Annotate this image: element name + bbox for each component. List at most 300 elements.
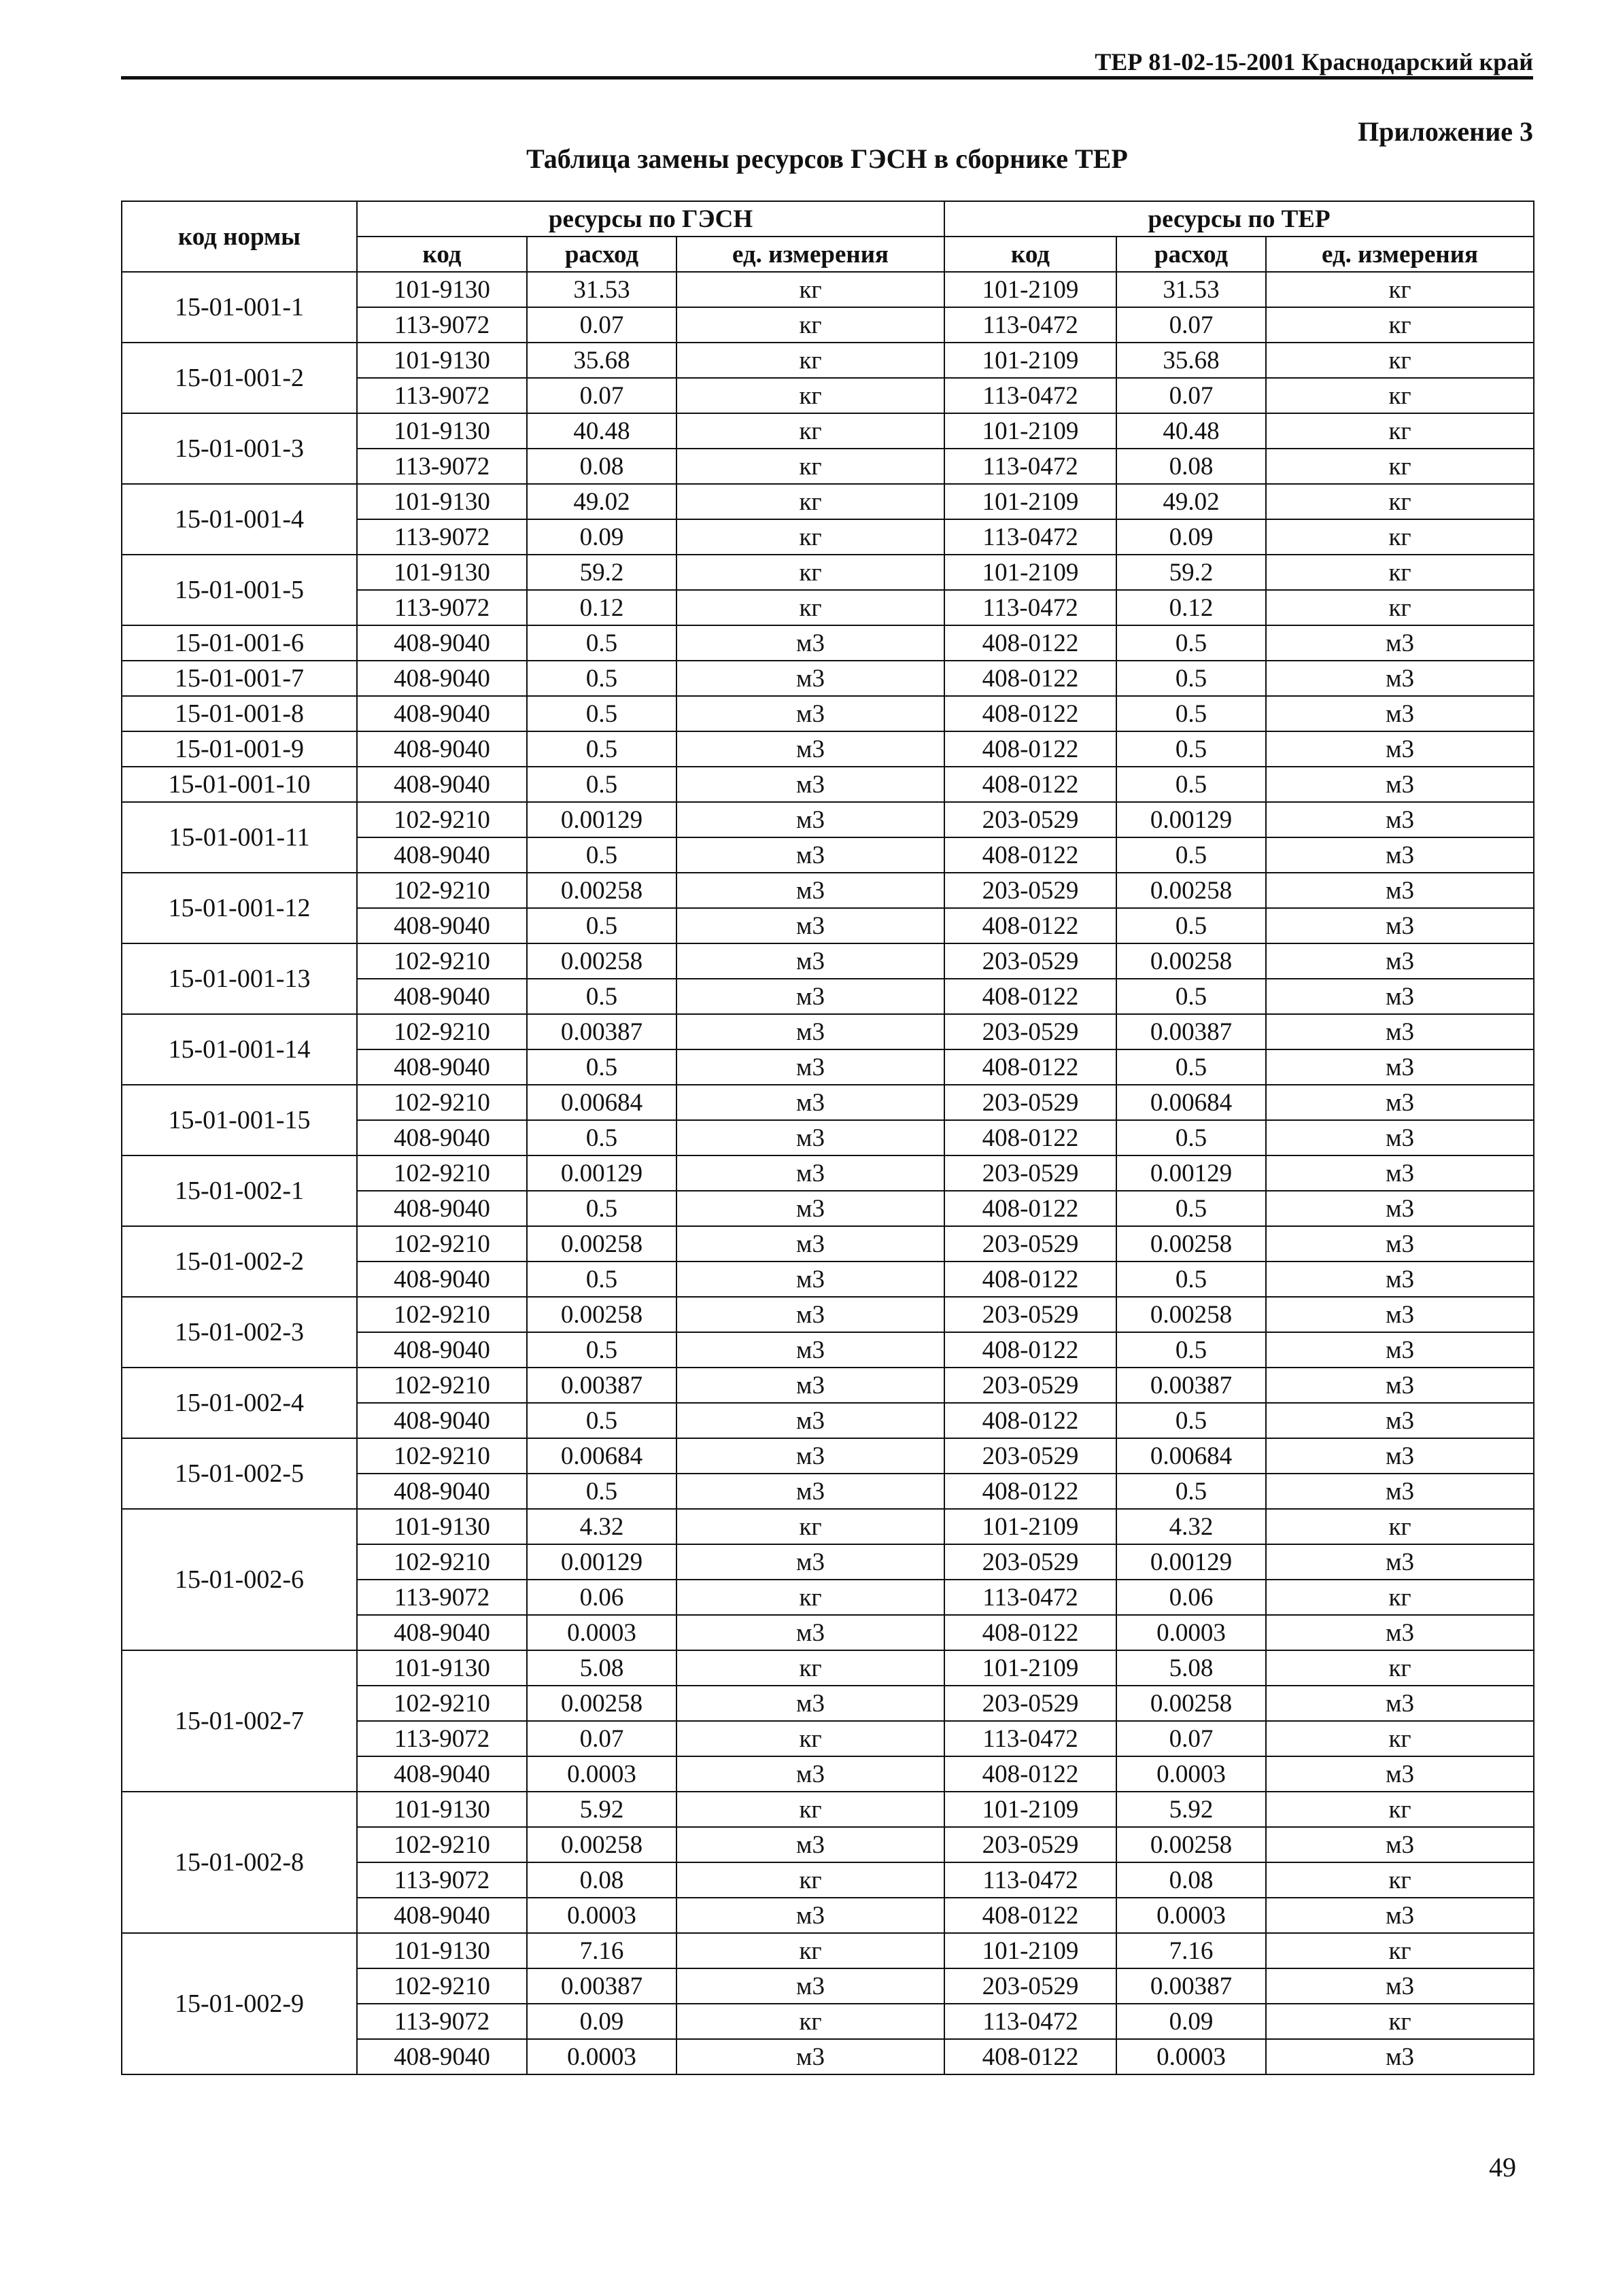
ter-code-cell: 203-0529	[944, 1085, 1116, 1120]
table-title: Таблица замены ресурсов ГЭСН в сборнике ТЕР	[526, 143, 1128, 174]
ter-amount-cell: 0.5	[1116, 696, 1266, 731]
ter-code-cell: 408-0122	[944, 2039, 1116, 2074]
ter-amount-cell: 0.00258	[1116, 943, 1266, 979]
gesn-unit-cell: м3	[676, 837, 944, 873]
gesn-code-cell: 408-9040	[357, 1191, 527, 1226]
ter-code-cell: 113-0472	[944, 1862, 1116, 1898]
norm-code-cell: 15-01-001-11	[122, 802, 357, 873]
norm-code-cell: 15-01-001-5	[122, 555, 357, 625]
gesn-unit-cell: м3	[676, 1262, 944, 1297]
gesn-amount-cell: 0.00258	[527, 943, 676, 979]
ter-unit-cell: м3	[1266, 1368, 1534, 1403]
ter-code-cell: 408-0122	[944, 979, 1116, 1014]
gesn-unit-cell: м3	[676, 1297, 944, 1332]
ter-code-cell: 113-0472	[944, 378, 1116, 413]
gesn-code-cell: 101-9130	[357, 1933, 527, 1968]
gesn-code-cell: 113-9072	[357, 519, 527, 555]
ter-amount-cell: 0.09	[1116, 2004, 1266, 2039]
gesn-amount-cell: 0.00258	[527, 1686, 676, 1721]
ter-amount-cell: 0.00258	[1116, 1297, 1266, 1332]
gesn-unit-cell: кг	[676, 484, 944, 519]
norm-code-cell: 15-01-001-4	[122, 484, 357, 555]
gesn-code-cell: 113-9072	[357, 1862, 527, 1898]
gesn-code-cell: 113-9072	[357, 1580, 527, 1615]
gesn-amount-cell: 0.5	[527, 1262, 676, 1297]
gesn-unit-cell: м3	[676, 802, 944, 837]
ter-amount-cell: 0.5	[1116, 661, 1266, 696]
ter-code-cell: 101-2109	[944, 1650, 1116, 1686]
ter-unit-cell: м3	[1266, 1898, 1534, 1933]
gesn-code-cell: 113-9072	[357, 449, 527, 484]
ter-unit-cell: м3	[1266, 1014, 1534, 1049]
gesn-unit-cell: кг	[676, 272, 944, 307]
ter-amount-cell: 0.09	[1116, 519, 1266, 555]
ter-code-cell: 203-0529	[944, 1968, 1116, 2004]
gesn-amount-cell: 5.08	[527, 1650, 676, 1686]
table-row	[122, 731, 1534, 767]
ter-amount-cell: 31.53	[1116, 272, 1266, 307]
gesn-code-cell: 102-9210	[357, 1368, 527, 1403]
gesn-code-cell: 408-9040	[357, 2039, 527, 2074]
norm-code-cell: 15-01-002-3	[122, 1297, 357, 1368]
ter-code-cell: 113-0472	[944, 449, 1116, 484]
gesn-code-cell: 102-9210	[357, 1544, 527, 1580]
gesn-code-cell: 102-9210	[357, 943, 527, 979]
gesn-code-cell: 102-9210	[357, 802, 527, 837]
ter-code-cell: 203-0529	[944, 1827, 1116, 1862]
gesn-amount-cell: 0.00684	[527, 1085, 676, 1120]
norm-code-cell: 15-01-001-3	[122, 413, 357, 484]
gesn-code-cell: 113-9072	[357, 590, 527, 625]
gesn-amount-cell: 0.0003	[527, 2039, 676, 2074]
gesn-code-cell: 102-9210	[357, 1226, 527, 1262]
ter-unit-cell: кг	[1266, 519, 1534, 555]
group-ter-header: ресурсы по ТЕР	[944, 201, 1534, 237]
gesn-amount-cell: 0.5	[527, 1049, 676, 1085]
ter-code-cell: 113-0472	[944, 2004, 1116, 2039]
ter-unit-cell: м3	[1266, 696, 1534, 731]
appendix-label: Приложение 3	[1358, 116, 1533, 147]
ter-unit-cell: кг	[1266, 413, 1534, 449]
ter-unit-cell: кг	[1266, 1933, 1534, 1968]
ter-code-cell: 203-0529	[944, 1155, 1116, 1191]
norm-code-cell: 15-01-002-6	[122, 1509, 357, 1650]
table-row	[122, 413, 1534, 449]
ter-unit-cell: м3	[1266, 1191, 1534, 1226]
resource-replacement-table	[121, 201, 1534, 2075]
gesn-unit-cell: кг	[676, 1792, 944, 1827]
ter-unit-cell: кг	[1266, 555, 1534, 590]
gesn-code-cell: 408-9040	[357, 1615, 527, 1650]
gesn-unit-cell: м3	[676, 979, 944, 1014]
ter-code-cell: 408-0122	[944, 1262, 1116, 1297]
ter-unit-cell: м3	[1266, 908, 1534, 943]
gesn-unit-cell: кг	[676, 1862, 944, 1898]
ter-amount-cell: 0.5	[1116, 1049, 1266, 1085]
ter-unit-cell: кг	[1266, 1580, 1534, 1615]
ter-amount-cell: 0.07	[1116, 378, 1266, 413]
ter-code-cell: 203-0529	[944, 1014, 1116, 1049]
table-row	[122, 555, 1534, 590]
ter-amount-cell: 0.5	[1116, 1403, 1266, 1438]
table-row	[122, 484, 1534, 519]
ter-code-cell: 408-0122	[944, 837, 1116, 873]
gesn-amount-cell: 4.32	[527, 1509, 676, 1544]
gesn-unit-cell: м3	[676, 1226, 944, 1262]
ter-unit-cell: м3	[1266, 1155, 1534, 1191]
ter-amount-cell: 0.5	[1116, 1120, 1266, 1155]
norm-code-cell: 15-01-002-2	[122, 1226, 357, 1297]
ter-code-cell: 101-2109	[944, 555, 1116, 590]
ter-unit-cell: кг	[1266, 378, 1534, 413]
header-rule	[121, 76, 1533, 80]
ter-unit-cell: м3	[1266, 731, 1534, 767]
sub-header: расход	[1116, 237, 1266, 272]
gesn-code-cell: 113-9072	[357, 307, 527, 343]
ter-code-cell: 408-0122	[944, 767, 1116, 802]
ter-unit-cell: м3	[1266, 1686, 1534, 1721]
ter-code-cell: 101-2109	[944, 1792, 1116, 1827]
gesn-code-cell: 102-9210	[357, 1968, 527, 2004]
table-row	[122, 1155, 1534, 1191]
ter-amount-cell: 35.68	[1116, 343, 1266, 378]
gesn-code-cell: 102-9210	[357, 873, 527, 908]
gesn-amount-cell: 0.0003	[527, 1615, 676, 1650]
gesn-amount-cell: 0.5	[527, 731, 676, 767]
gesn-amount-cell: 0.06	[527, 1580, 676, 1615]
ter-code-cell: 113-0472	[944, 590, 1116, 625]
gesn-code-cell: 408-9040	[357, 837, 527, 873]
ter-unit-cell: кг	[1266, 2004, 1534, 2039]
gesn-code-cell: 101-9130	[357, 343, 527, 378]
ter-code-cell: 408-0122	[944, 731, 1116, 767]
page-number: 49	[1489, 2152, 1516, 2182]
gesn-unit-cell: кг	[676, 307, 944, 343]
gesn-amount-cell: 0.07	[527, 307, 676, 343]
sub-header: расход	[527, 237, 676, 272]
ter-unit-cell: м3	[1266, 1438, 1534, 1474]
gesn-code-cell: 102-9210	[357, 1827, 527, 1862]
ter-amount-cell: 0.5	[1116, 979, 1266, 1014]
ter-unit-cell: м3	[1266, 802, 1534, 837]
gesn-code-cell: 101-9130	[357, 1509, 527, 1544]
table-row	[122, 343, 1534, 378]
gesn-unit-cell: м3	[676, 1968, 944, 2004]
gesn-amount-cell: 0.07	[527, 1721, 676, 1756]
gesn-amount-cell: 0.00258	[527, 1226, 676, 1262]
table-row	[122, 1792, 1534, 1827]
gesn-unit-cell: м3	[676, 1474, 944, 1509]
gesn-unit-cell: м3	[676, 1898, 944, 1933]
gesn-code-cell: 101-9130	[357, 272, 527, 307]
ter-code-cell: 408-0122	[944, 1615, 1116, 1650]
norm-code-cell: 15-01-001-8	[122, 696, 357, 731]
gesn-code-cell: 101-9130	[357, 1792, 527, 1827]
norm-code-cell: 15-01-002-1	[122, 1155, 357, 1226]
table-row	[122, 1368, 1534, 1403]
ter-unit-cell: м3	[1266, 1544, 1534, 1580]
ter-amount-cell: 0.5	[1116, 625, 1266, 661]
table-row	[122, 1085, 1534, 1120]
gesn-code-cell: 102-9210	[357, 1297, 527, 1332]
gesn-unit-cell: кг	[676, 590, 944, 625]
gesn-unit-cell: м3	[676, 661, 944, 696]
gesn-unit-cell: м3	[676, 1085, 944, 1120]
document-code: ТЕР 81-02-15-2001 Краснодарский край	[1095, 48, 1533, 75]
gesn-unit-cell: м3	[676, 1827, 944, 1862]
gesn-code-cell: 102-9210	[357, 1438, 527, 1474]
ter-unit-cell: м3	[1266, 1262, 1534, 1297]
ter-code-cell: 203-0529	[944, 1368, 1116, 1403]
gesn-code-cell: 408-9040	[357, 625, 527, 661]
gesn-amount-cell: 5.92	[527, 1792, 676, 1827]
table-row	[122, 1933, 1534, 1968]
sub-header: код	[357, 237, 527, 272]
ter-amount-cell: 0.00684	[1116, 1085, 1266, 1120]
gesn-amount-cell: 0.0003	[527, 1756, 676, 1792]
gesn-code-cell: 408-9040	[357, 1262, 527, 1297]
gesn-code-cell: 101-9130	[357, 413, 527, 449]
gesn-code-cell: 101-9130	[357, 1650, 527, 1686]
gesn-unit-cell: м3	[676, 1332, 944, 1368]
gesn-unit-cell: кг	[676, 1509, 944, 1544]
ter-code-cell: 101-2109	[944, 484, 1116, 519]
gesn-unit-cell: м3	[676, 1368, 944, 1403]
ter-code-cell: 101-2109	[944, 1509, 1116, 1544]
gesn-code-cell: 102-9210	[357, 1686, 527, 1721]
col-norm-header: код нормы	[122, 201, 357, 272]
gesn-code-cell: 408-9040	[357, 1474, 527, 1509]
ter-unit-cell: м3	[1266, 1827, 1534, 1862]
gesn-unit-cell: кг	[676, 1721, 944, 1756]
ter-unit-cell: м3	[1266, 1085, 1534, 1120]
ter-amount-cell: 4.32	[1116, 1509, 1266, 1544]
gesn-code-cell: 408-9040	[357, 908, 527, 943]
gesn-amount-cell: 0.00258	[527, 1297, 676, 1332]
gesn-code-cell: 408-9040	[357, 1332, 527, 1368]
gesn-amount-cell: 0.00129	[527, 802, 676, 837]
table-row	[122, 1014, 1534, 1049]
gesn-unit-cell: м3	[676, 1615, 944, 1650]
ter-code-cell: 203-0529	[944, 873, 1116, 908]
ter-amount-cell: 0.5	[1116, 1262, 1266, 1297]
gesn-amount-cell: 0.08	[527, 1862, 676, 1898]
gesn-unit-cell: м3	[676, 1403, 944, 1438]
ter-code-cell: 203-0529	[944, 1297, 1116, 1332]
gesn-code-cell: 408-9040	[357, 1049, 527, 1085]
gesn-unit-cell: м3	[676, 731, 944, 767]
ter-unit-cell: м3	[1266, 1297, 1534, 1332]
gesn-code-cell: 408-9040	[357, 661, 527, 696]
ter-unit-cell: м3	[1266, 1756, 1534, 1792]
gesn-unit-cell: кг	[676, 2004, 944, 2039]
ter-amount-cell: 0.5	[1116, 837, 1266, 873]
ter-amount-cell: 0.08	[1116, 449, 1266, 484]
ter-amount-cell: 0.00129	[1116, 1155, 1266, 1191]
gesn-code-cell: 408-9040	[357, 1403, 527, 1438]
ter-code-cell: 408-0122	[944, 625, 1116, 661]
gesn-unit-cell: кг	[676, 378, 944, 413]
gesn-amount-cell: 0.5	[527, 767, 676, 802]
gesn-unit-cell: кг	[676, 343, 944, 378]
gesn-unit-cell: м3	[676, 696, 944, 731]
gesn-amount-cell: 0.00684	[527, 1438, 676, 1474]
ter-code-cell: 113-0472	[944, 519, 1116, 555]
ter-amount-cell: 0.0003	[1116, 2039, 1266, 2074]
gesn-code-cell: 102-9210	[357, 1085, 527, 1120]
ter-amount-cell: 0.07	[1116, 1721, 1266, 1756]
gesn-amount-cell: 0.00258	[527, 873, 676, 908]
ter-unit-cell: м3	[1266, 767, 1534, 802]
gesn-unit-cell: м3	[676, 1014, 944, 1049]
ter-unit-cell: м3	[1266, 1403, 1534, 1438]
ter-amount-cell: 5.92	[1116, 1792, 1266, 1827]
ter-code-cell: 101-2109	[944, 272, 1116, 307]
gesn-amount-cell: 0.09	[527, 2004, 676, 2039]
norm-code-cell: 15-01-001-10	[122, 767, 357, 802]
ter-code-cell: 203-0529	[944, 943, 1116, 979]
gesn-amount-cell: 0.5	[527, 908, 676, 943]
table-row	[122, 696, 1534, 731]
ter-amount-cell: 0.00258	[1116, 873, 1266, 908]
gesn-amount-cell: 0.00129	[527, 1544, 676, 1580]
ter-amount-cell: 0.12	[1116, 590, 1266, 625]
ter-unit-cell: м3	[1266, 943, 1534, 979]
ter-amount-cell: 40.48	[1116, 413, 1266, 449]
ter-amount-cell: 0.5	[1116, 908, 1266, 943]
gesn-amount-cell: 0.5	[527, 837, 676, 873]
norm-code-cell: 15-01-001-12	[122, 873, 357, 943]
ter-amount-cell: 0.00129	[1116, 1544, 1266, 1580]
gesn-unit-cell: кг	[676, 1933, 944, 1968]
norm-code-cell: 15-01-002-5	[122, 1438, 357, 1509]
table-row	[122, 873, 1534, 908]
ter-unit-cell: м3	[1266, 1120, 1534, 1155]
gesn-amount-cell: 59.2	[527, 555, 676, 590]
ter-code-cell: 113-0472	[944, 307, 1116, 343]
ter-amount-cell: 0.00258	[1116, 1686, 1266, 1721]
ter-code-cell: 408-0122	[944, 696, 1116, 731]
ter-unit-cell: кг	[1266, 272, 1534, 307]
ter-unit-cell: м3	[1266, 837, 1534, 873]
norm-code-cell: 15-01-001-13	[122, 943, 357, 1014]
ter-unit-cell: м3	[1266, 1226, 1534, 1262]
ter-amount-cell: 0.0003	[1116, 1898, 1266, 1933]
ter-code-cell: 408-0122	[944, 1049, 1116, 1085]
gesn-code-cell: 408-9040	[357, 1756, 527, 1792]
norm-code-cell: 15-01-001-15	[122, 1085, 357, 1155]
gesn-amount-cell: 0.12	[527, 590, 676, 625]
gesn-amount-cell: 0.5	[527, 1120, 676, 1155]
gesn-unit-cell: м3	[676, 1120, 944, 1155]
ter-amount-cell: 0.5	[1116, 1191, 1266, 1226]
gesn-code-cell: 113-9072	[357, 1721, 527, 1756]
norm-code-cell: 15-01-002-4	[122, 1368, 357, 1438]
norm-code-cell: 15-01-001-6	[122, 625, 357, 661]
norm-code-cell: 15-01-002-9	[122, 1933, 357, 2074]
gesn-amount-cell: 0.09	[527, 519, 676, 555]
ter-code-cell: 101-2109	[944, 413, 1116, 449]
ter-code-cell: 101-2109	[944, 1933, 1116, 1968]
gesn-code-cell: 408-9040	[357, 731, 527, 767]
norm-code-cell: 15-01-001-14	[122, 1014, 357, 1085]
ter-amount-cell: 0.5	[1116, 731, 1266, 767]
ter-unit-cell: кг	[1266, 484, 1534, 519]
ter-code-cell: 408-0122	[944, 661, 1116, 696]
gesn-amount-cell: 0.5	[527, 1403, 676, 1438]
gesn-amount-cell: 0.5	[527, 696, 676, 731]
table-row	[122, 272, 1534, 307]
gesn-unit-cell: м3	[676, 1438, 944, 1474]
gesn-unit-cell: м3	[676, 1049, 944, 1085]
ter-unit-cell: кг	[1266, 307, 1534, 343]
table-row	[122, 1650, 1534, 1686]
ter-amount-cell: 59.2	[1116, 555, 1266, 590]
gesn-amount-cell: 0.00129	[527, 1155, 676, 1191]
ter-unit-cell: м3	[1266, 625, 1534, 661]
ter-code-cell: 408-0122	[944, 1120, 1116, 1155]
gesn-code-cell: 408-9040	[357, 767, 527, 802]
ter-unit-cell: кг	[1266, 1509, 1534, 1544]
ter-unit-cell: кг	[1266, 343, 1534, 378]
gesn-amount-cell: 0.5	[527, 661, 676, 696]
gesn-code-cell: 113-9072	[357, 2004, 527, 2039]
gesn-unit-cell: кг	[676, 413, 944, 449]
ter-amount-cell: 0.5	[1116, 767, 1266, 802]
gesn-code-cell: 101-9130	[357, 555, 527, 590]
gesn-amount-cell: 35.68	[527, 343, 676, 378]
ter-amount-cell: 0.00129	[1116, 802, 1266, 837]
ter-unit-cell: кг	[1266, 1650, 1534, 1686]
gesn-unit-cell: м3	[676, 1155, 944, 1191]
ter-amount-cell: 0.5	[1116, 1332, 1266, 1368]
gesn-amount-cell: 31.53	[527, 272, 676, 307]
sub-header: ед. измерения	[1266, 237, 1534, 272]
ter-code-cell: 408-0122	[944, 1756, 1116, 1792]
sub-header: ед. измерения	[676, 237, 944, 272]
ter-unit-cell: кг	[1266, 1721, 1534, 1756]
ter-amount-cell: 0.0003	[1116, 1615, 1266, 1650]
table-body	[122, 272, 1534, 2074]
gesn-code-cell: 408-9040	[357, 979, 527, 1014]
gesn-amount-cell: 7.16	[527, 1933, 676, 1968]
ter-amount-cell: 0.00684	[1116, 1438, 1266, 1474]
ter-unit-cell: м3	[1266, 1332, 1534, 1368]
ter-code-cell: 203-0529	[944, 1438, 1116, 1474]
table-row	[122, 661, 1534, 696]
ter-code-cell: 408-0122	[944, 1191, 1116, 1226]
table-row	[122, 767, 1534, 802]
table-row	[122, 943, 1534, 979]
gesn-amount-cell: 0.0003	[527, 1898, 676, 1933]
gesn-code-cell: 408-9040	[357, 1898, 527, 1933]
ter-unit-cell: м3	[1266, 873, 1534, 908]
norm-code-cell: 15-01-001-9	[122, 731, 357, 767]
gesn-amount-cell: 0.5	[527, 1191, 676, 1226]
gesn-code-cell: 102-9210	[357, 1155, 527, 1191]
ter-amount-cell: 0.0003	[1116, 1756, 1266, 1792]
ter-code-cell: 113-0472	[944, 1721, 1116, 1756]
gesn-unit-cell: м3	[676, 1544, 944, 1580]
gesn-amount-cell: 0.00258	[527, 1827, 676, 1862]
gesn-amount-cell: 0.00387	[527, 1968, 676, 2004]
ter-code-cell: 408-0122	[944, 908, 1116, 943]
ter-amount-cell: 0.07	[1116, 307, 1266, 343]
ter-code-cell: 203-0529	[944, 1544, 1116, 1580]
ter-unit-cell: м3	[1266, 1049, 1534, 1085]
gesn-unit-cell: м3	[676, 1191, 944, 1226]
ter-unit-cell: м3	[1266, 661, 1534, 696]
